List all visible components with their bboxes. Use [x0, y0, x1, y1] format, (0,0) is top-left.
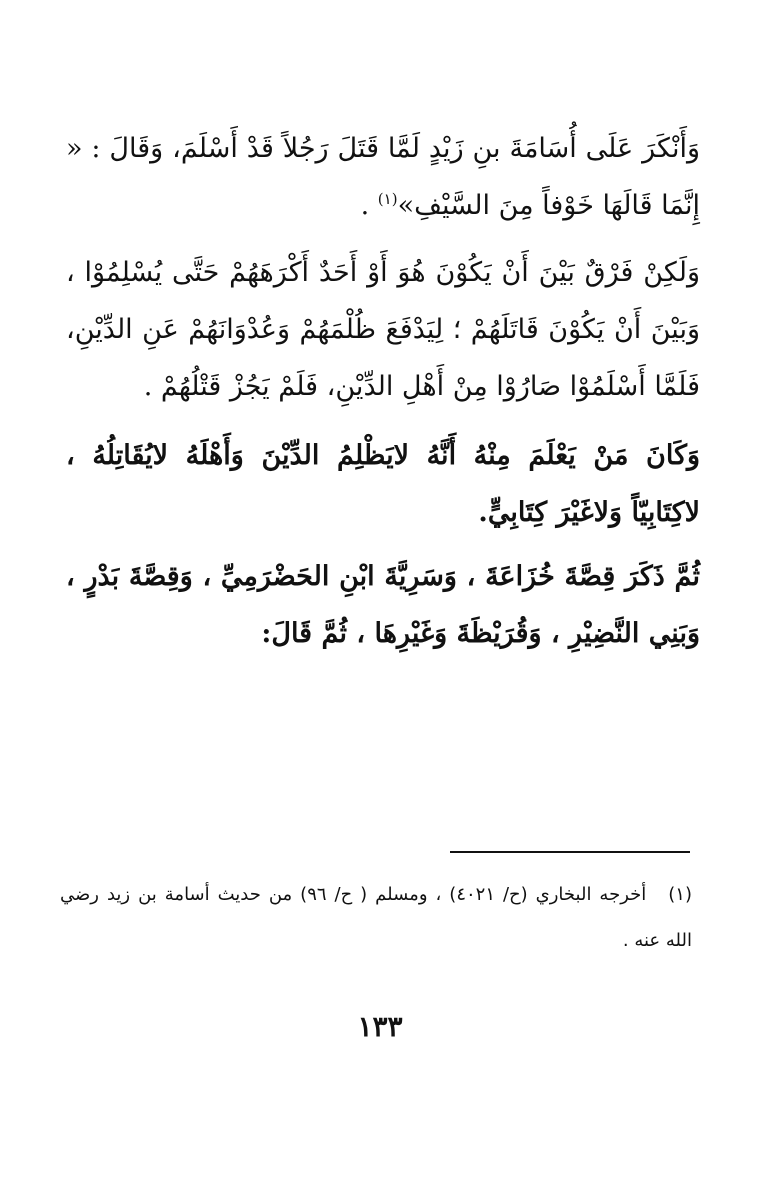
- footnote-text: أخرجه البخاري (ح/ ٤٠٢١) ، ومسلم ( ح/ ٩٦) من حديث أسامة بن زيد رضي الله عنه .: [60, 884, 692, 951]
- footnote-number: (١): [668, 884, 692, 905]
- paragraph-1: [66, 120, 700, 234]
- paragraph-4-text: ثُمَّ ذَكَرَ قِصَّةَ خُزَاعَةَ ، وَسَرِيَّةَ ابْنِ الحَضْرَمِيِّ ، وَقِصَّةَ بَدْرٍ ، وَبَنِي النَّضِيْرِ ، وَقُرَيْظَةَ وَغَيْرِهَا ، ثُمَّ قَالَ:: [66, 561, 700, 649]
- footnote: [60, 872, 692, 964]
- paragraph-2-text: وَلَكِنْ فَرْقٌ بَيْنَ أَنْ يَكُوْنَ هُوَ أَوْ أَحَدٌ أَكْرَهَهُمْ حَتَّى يُسْلِمُوْا ، وَبَيْنَ أَنْ يَكُوْنَ قَاتَلَهُمْ ؛ لِيَدْفَعَ ظُلْمَهُمْ وَعُدْوَانَهُمْ عَنِ الدِّيْنِ، فَلَمَّا أَسْلَمُوْا صَارُوْا مِنْ أَهْلِ الدِّيْنِ، فَلَمْ يَجُزْ قَتْلُهُمْ .: [66, 257, 700, 402]
- paragraph-1-tail: .: [360, 190, 378, 221]
- paragraph-3: [66, 427, 700, 541]
- footnote-marker: (١): [377, 190, 398, 208]
- footnote-divider: [450, 851, 690, 853]
- paragraph-2: [66, 244, 700, 415]
- page-number: ١٣٣: [357, 1010, 403, 1043]
- paragraph-4: [66, 548, 700, 662]
- paragraph-3-text: وَكَانَ مَنْ يَعْلَمَ مِنْهُ أَنَّهُ لايَظْلِمُ الدِّيْنَ وَأَهْلَهُ لايُقَاتِلُهُ ، لاكِتَابِيّاً وَلاغَيْرَ كِتَابِيٍّ.: [66, 440, 700, 528]
- paragraph-1-text: وَأَنْكَرَ عَلَى أُسَامَةَ بنِ زَيْدٍ لَمَّا قَتَلَ رَجُلاً قَدْ أَسْلَمَ، وَقَالَ : « إِنَّمَا قَالَهَا خَوْفاً مِنَ السَّيْفِ»: [66, 133, 700, 221]
